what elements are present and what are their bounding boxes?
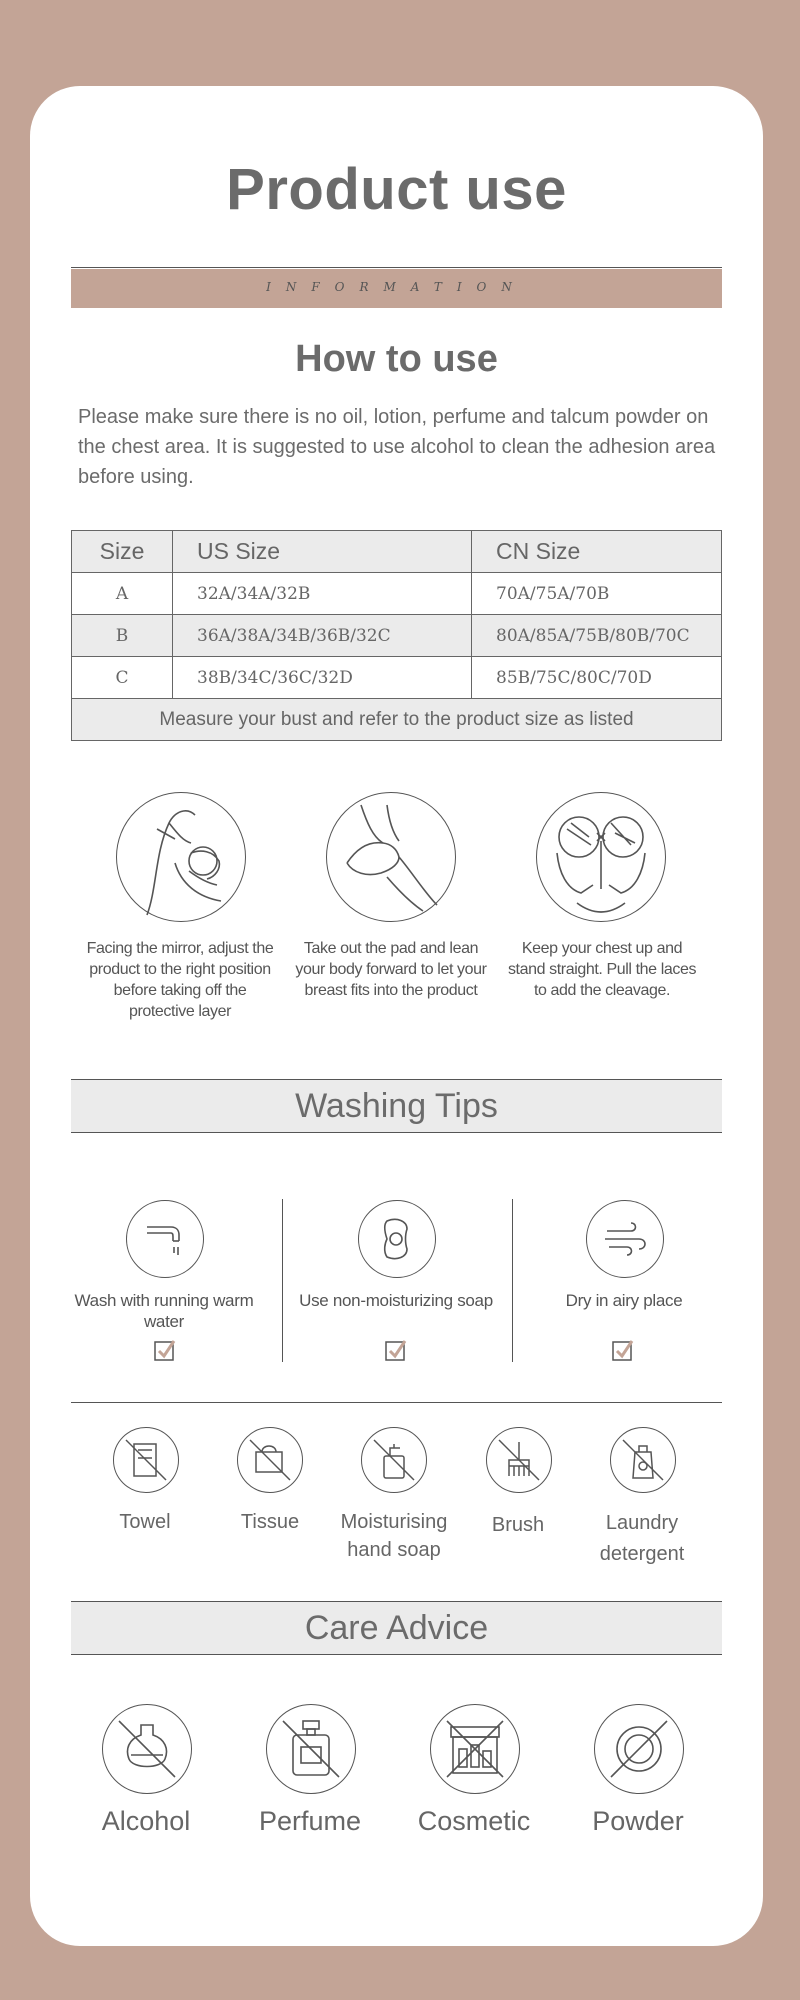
- avoid-label: Moisturising hand soap: [340, 1511, 448, 1561]
- how-to-use-description: Please make sure there is no oil, lotion, perfume and talcum powder on the chest area. It is suggested to use alcohol to clean the adhesion area before using.: [78, 406, 716, 488]
- section-divider: [71, 1402, 722, 1403]
- step-text: Take out the pad and lean your body forward to let your breast fits into the product: [295, 940, 487, 999]
- size-table-header: [72, 531, 722, 573]
- table-row: [72, 573, 722, 615]
- care-label: Cosmetic: [417, 1806, 531, 1836]
- checkbox-checked-icon: [385, 1339, 407, 1361]
- size-table-note: Measure your bust and refer to the product size as listed: [72, 699, 722, 741]
- lean-forward-illustration-icon: [326, 792, 456, 922]
- care-label: Powder: [592, 1806, 684, 1836]
- page-title: Product use: [226, 157, 567, 222]
- no-hand-soap-icon: [361, 1427, 427, 1493]
- washing-tips-header: [71, 1079, 722, 1133]
- us-size-header: US Size: [173, 531, 472, 573]
- size-cell: A: [72, 573, 173, 615]
- adjust-mirror-illustration-icon: [116, 792, 246, 922]
- information-label: INFORMATION: [266, 280, 527, 294]
- wind-icon: [586, 1200, 664, 1278]
- soap-icon: [358, 1200, 436, 1278]
- avoid-label: Tissue: [240, 1511, 300, 1533]
- care-advice-header: [71, 1601, 722, 1655]
- how-to-use-title: How to use: [295, 338, 498, 380]
- size-header: Size: [72, 531, 173, 573]
- avoid-label: Laundry detergent: [599, 1512, 685, 1565]
- avoid-label: Brush: [491, 1514, 545, 1536]
- info-divider: [71, 267, 722, 268]
- us-size-cell: 36A/38A/34B/36B/32C: [173, 615, 472, 657]
- checkbox-checked-icon: [612, 1339, 634, 1361]
- no-tissue-icon: [237, 1427, 303, 1493]
- faucet-icon: [126, 1200, 204, 1278]
- product-use-card: [30, 86, 763, 1946]
- no-detergent-icon: [610, 1427, 676, 1493]
- wash-tip-label: Wash with running warm water: [74, 1291, 254, 1331]
- wash-tip-label: Dry in airy place: [565, 1291, 683, 1310]
- care-advice-title: Care Advice: [304, 1609, 489, 1647]
- table-row: [72, 657, 722, 699]
- no-towel-icon: [113, 1427, 179, 1493]
- step-text: Keep your chest up and stand straight. Pull the laces to add the cleavage.: [507, 940, 697, 999]
- care-label: Alcohol: [101, 1806, 191, 1836]
- cn-size-cell: 70A/75A/70B: [472, 573, 722, 615]
- tip-divider: [512, 1199, 513, 1362]
- no-cosmetic-icon: [430, 1704, 520, 1794]
- pull-laces-illustration-icon: [536, 792, 666, 922]
- us-size-cell: 38B/34C/36C/32D: [173, 657, 472, 699]
- care-label: Perfume: [258, 1806, 362, 1836]
- cn-size-cell: 80A/85A/75B/80B/70C: [472, 615, 722, 657]
- size-cell: C: [72, 657, 173, 699]
- size-table: [71, 530, 722, 741]
- us-size-cell: 32A/34A/32B: [173, 573, 472, 615]
- no-alcohol-icon: [102, 1704, 192, 1794]
- table-row: [72, 615, 722, 657]
- cn-size-header: CN Size: [472, 531, 722, 573]
- cn-size-cell: 85B/75C/80C/70D: [472, 657, 722, 699]
- information-banner: [71, 269, 722, 308]
- wash-tip-label: Use non-moisturizing soap: [299, 1291, 493, 1310]
- size-cell: B: [72, 615, 173, 657]
- tip-divider: [282, 1199, 283, 1362]
- step-text: Facing the mirror, adjust the product to the right position before taking off the protective layer: [86, 940, 274, 1020]
- size-table-note-row: [72, 699, 722, 741]
- no-powder-icon: [594, 1704, 684, 1794]
- no-brush-icon: [486, 1427, 552, 1493]
- checkbox-checked-icon: [154, 1339, 176, 1361]
- washing-tips-title: Washing Tips: [295, 1087, 498, 1125]
- avoid-label: Towel: [119, 1511, 171, 1533]
- no-perfume-icon: [266, 1704, 356, 1794]
